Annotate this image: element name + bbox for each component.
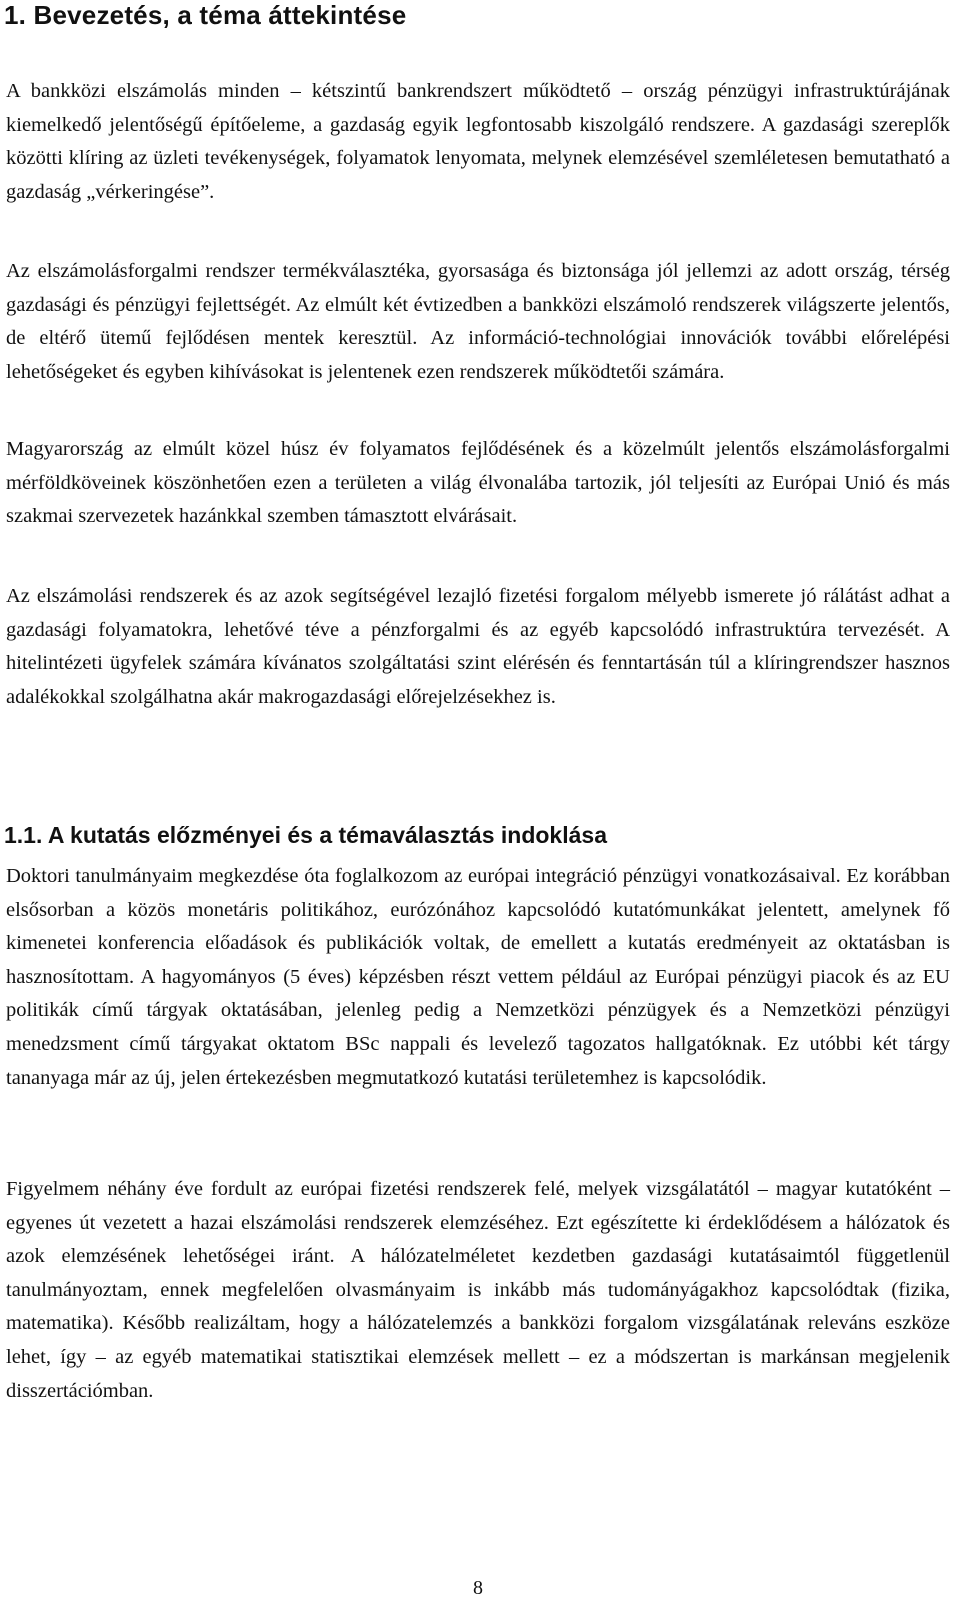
body-paragraph: Figyelmem néhány éve fordult az európai fizetési rendszerek felé, melyek vizsgálatától – magyar kutatóként – egyenes út vezetett a hazai elszámolási rendszerek elemzéséhez. Ezt egészítette ki érdeklődésem a hálózatok és azok elemzésének lehetőségei iránt. A hálózatelméletet kezdetben gazdasági kutatásaimtól függetlenül tanulmányoztam, ennek megfelelően olvasmányaim is inkább más tudományágakhoz kapcsolódtak (fizika, matematika). Később realizáltam, hogy a hálózatelemzés a bankközi forgalom vizsgálatának releváns eszköze lehet, így – az egyéb matematikai statisztikai elemzések mellett – ez a módszertan is markánsan megjelenik disszertációmban. bbox=[6, 1178, 950, 1402]
body-paragraph: Az elszámolási rendszerek és az azok segítségével lezajló fizetési forgalom mélyebb ismerete jó rálátást adhat a gazdasági folyamatokra, lehetővé téve a pénzforgalmi és az egyéb kapcsolódó infrastruktúra tervezését. A hitelintézeti ügyfelek számára kívánatos szolgáltatási szint elérésén és fenntartásán túl a klíringrendszer hasznos adalékokkal szolgálhatna akár makrogazdasági előrejelzésekhez is. bbox=[6, 585, 950, 708]
document-page bbox=[6, 0, 954, 1614]
body-paragraph: Doktori tanulmányaim megkezdése óta foglalkozom az európai integráció pénzügyi vonatkozásaival. Ez korábban elsősorban a közös monetáris politikához, eurózónához kapcsolódó kutatómunkákat jelentett, amelynek fő kimenetei konferencia előadások és publikációk voltak, de emellett a kutatás eredményeit az oktatásban is hasznosítottam. A hagyományos (5 éves) képzésben részt vettem például az Európai pénzügyi piacok és az EU politikák című tárgyak oktatásában, jelenleg pedig a Nemzetközi pénzügyek és a Nemzetközi pénzügyi menedzsment című tárgyakat oktatom BSc nappali és levelező tagozatos hallgatóknak. Ez utóbbi két tárgy tananyaga már az új, jelen értekezésben megmutatkozó kutatási területemhez is kapcsolódik. bbox=[6, 865, 950, 1089]
body-paragraph: Az elszámolásforgalmi rendszer termékválasztéka, gyorsasága és biztonsága jól jellemzi az adott ország, térség gazdasági és pénzügyi fejlettségét. Az elmúlt két évtizedben a bankközi elszámoló rendszerek világszerte jelentős, de eltérő ütemű fejlődésen mentek keresztül. Az információ-technológiai innovációk további előrelépési lehetőségeket és egyben kihívásokat is jelentenek ezen rendszerek működtetői számára. bbox=[6, 260, 950, 383]
page-number: 8 bbox=[473, 1577, 483, 1599]
subsection-heading: 1.1. A kutatás előzményei és a témaválasztás indoklása bbox=[4, 822, 607, 848]
body-paragraph: Magyarország az elmúlt közel húsz év folyamatos fejlődésének és a közelmúlt jelentős elszámolásforgalmi mérföldköveinek köszönhetően ezen a területen a világ élvonalába tartozik, jól teljesíti az Európai Unió és más szakmai szervezetek hazánkkal szemben támasztott elvárásait. bbox=[6, 438, 950, 528]
section-heading: 1. Bevezetés, a téma áttekintése bbox=[4, 0, 407, 30]
body-paragraph: A bankközi elszámolás minden – kétszintű bankrendszert működtető – ország pénzügyi infrastruktúrájának kiemelkedő jelentőségű építőeleme, a gazdaság egyik legfontosabb kiszolgáló rendszere. A gazdasági szereplők közötti klíring az üzleti tevékenységek, folyamatok lenyomata, melynek elemzésével szemléletesen bemutatható a gazdaság „vérkeringése”. bbox=[6, 80, 950, 203]
